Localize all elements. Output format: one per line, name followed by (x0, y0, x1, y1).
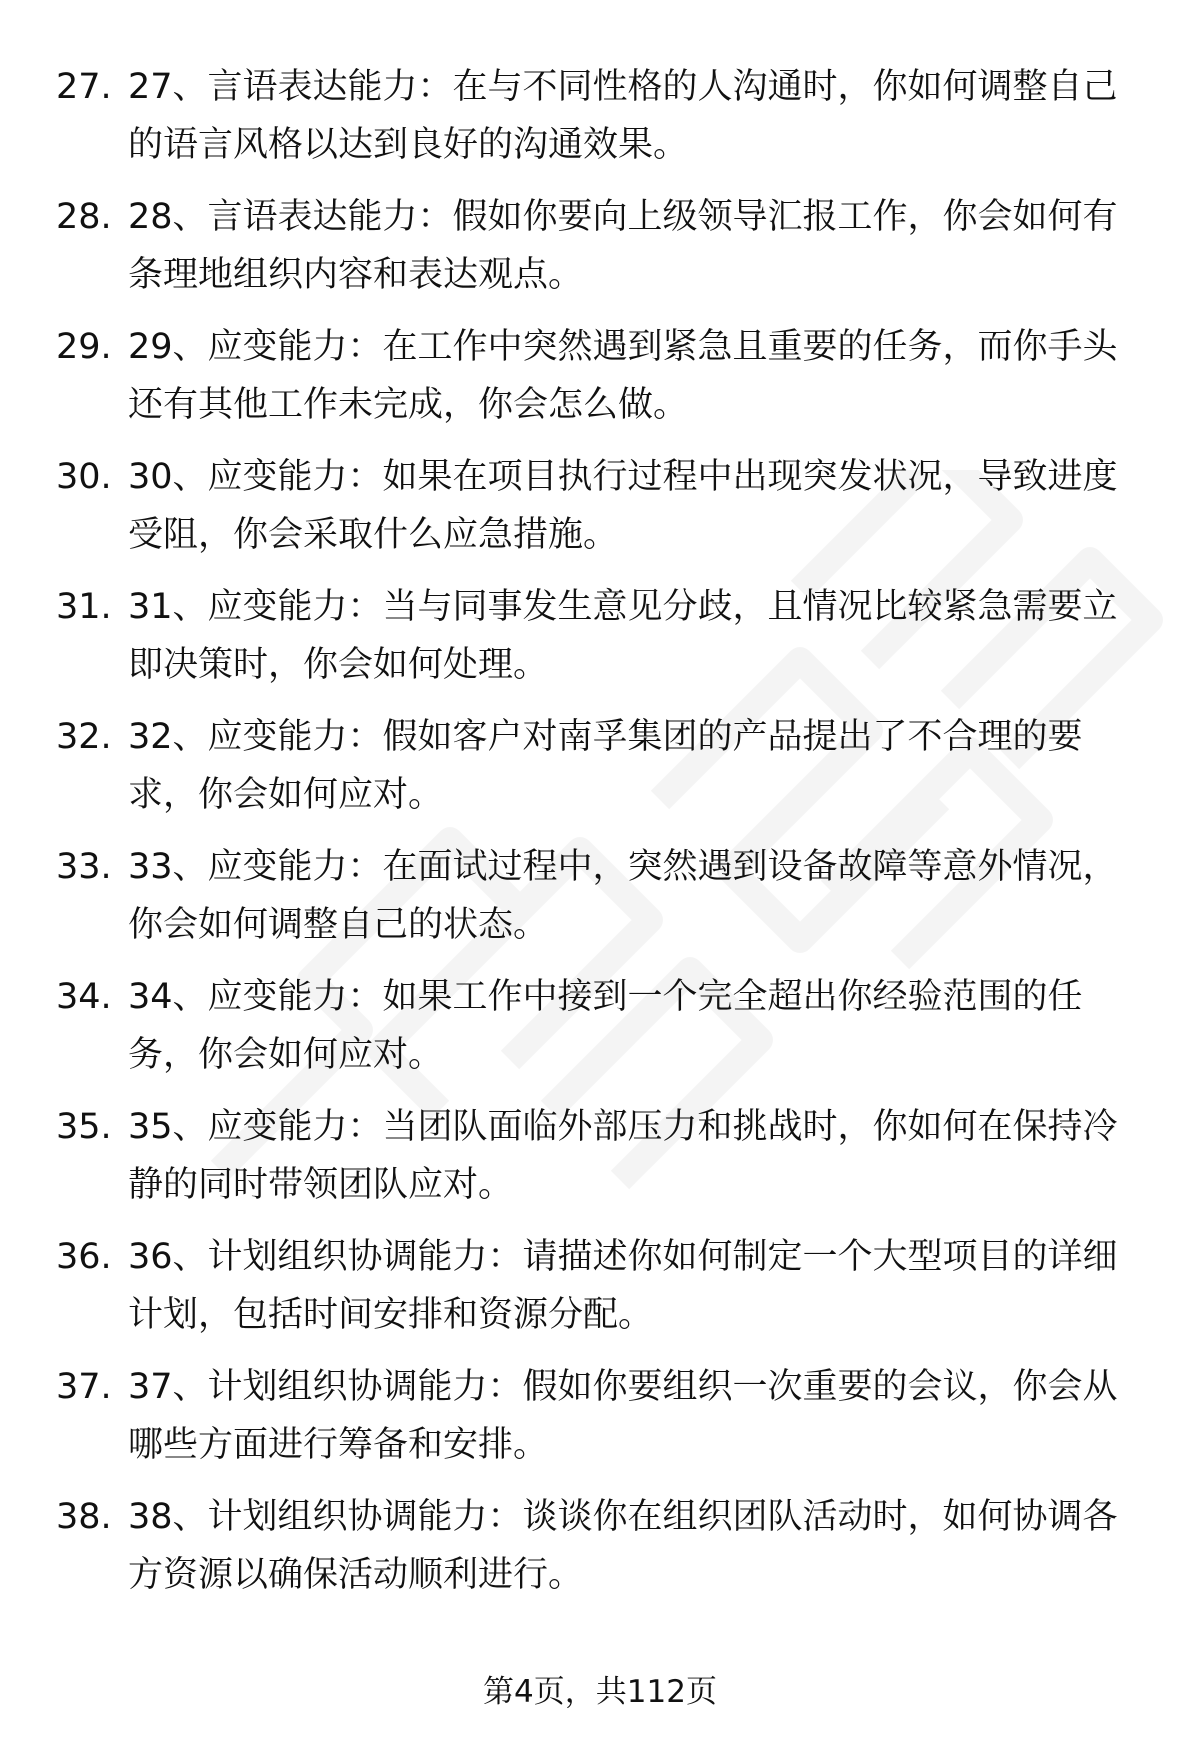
question-item (0, 1228, 1200, 1358)
page-footer: 第4页，共112页 (483, 1674, 717, 1710)
question-text: 36、计划组织协调能力：请描述你如何制定一个大型项目的详细计划，包括时间安排和资源分配。 (128, 1237, 1118, 1335)
question-number: 35. (56, 1107, 112, 1147)
question-text: 30、应变能力：如果在项目执行过程中出现突发状况，导致进度受阻，你会采取什么应急措施。 (128, 457, 1118, 555)
question-text: 32、应变能力：假如客户对南孚集团的产品提出了不合理的要求，你会如何应对。 (128, 717, 1083, 815)
question-number: 32. (56, 717, 112, 757)
question-item (0, 578, 1200, 708)
question-item (0, 318, 1200, 448)
question-text: 34、应变能力：如果工作中接到一个完全超出你经验范围的任务，你会如何应对。 (128, 977, 1083, 1075)
question-number: 30. (56, 457, 112, 497)
question-item (0, 448, 1200, 578)
question-item (0, 1358, 1200, 1488)
question-number: 29. (56, 327, 112, 367)
question-text: 27、言语表达能力：在与不同性格的人沟通时，你如何调整自己的语言风格以达到良好的沟通效果。 (128, 67, 1118, 165)
question-number: 36. (56, 1237, 112, 1277)
question-item (0, 968, 1200, 1098)
question-number: 33. (56, 847, 112, 887)
question-text: 38、计划组织协调能力：谈谈你在组织团队活动时，如何协调各方资源以确保活动顺利进行。 (128, 1497, 1118, 1595)
question-item (0, 708, 1200, 838)
question-text: 28、言语表达能力：假如你要向上级领导汇报工作，你会如何有条理地组织内容和表达观点。 (128, 197, 1118, 295)
question-number: 37. (56, 1367, 112, 1407)
question-number: 34. (56, 977, 112, 1017)
question-text: 31、应变能力：当与同事发生意见分歧，且情况比较紧急需要立即决策时，你会如何处理。 (128, 587, 1118, 685)
question-item (0, 1098, 1200, 1228)
question-text: 33、应变能力：在面试过程中，突然遇到设备故障等意外情况，你会如何调整自己的状态。 (128, 847, 1118, 945)
question-number: 31. (56, 587, 112, 627)
question-number: 28. (56, 197, 112, 237)
question-item (0, 838, 1200, 968)
question-text: 35、应变能力：当团队面临外部压力和挑战时，你如何在保持冷静的同时带领团队应对。 (128, 1107, 1118, 1205)
question-item (0, 1488, 1200, 1618)
question-number: 38. (56, 1497, 112, 1537)
question-item (0, 58, 1200, 188)
question-item (0, 188, 1200, 318)
question-text: 29、应变能力：在工作中突然遇到紧急且重要的任务，而你手头还有其他工作未完成，你会怎么做。 (128, 327, 1118, 425)
question-list (0, 58, 1200, 1618)
question-text: 37、计划组织协调能力：假如你要组织一次重要的会议，你会从哪些方面进行筹备和安排。 (128, 1367, 1118, 1465)
question-number: 27. (56, 67, 112, 107)
